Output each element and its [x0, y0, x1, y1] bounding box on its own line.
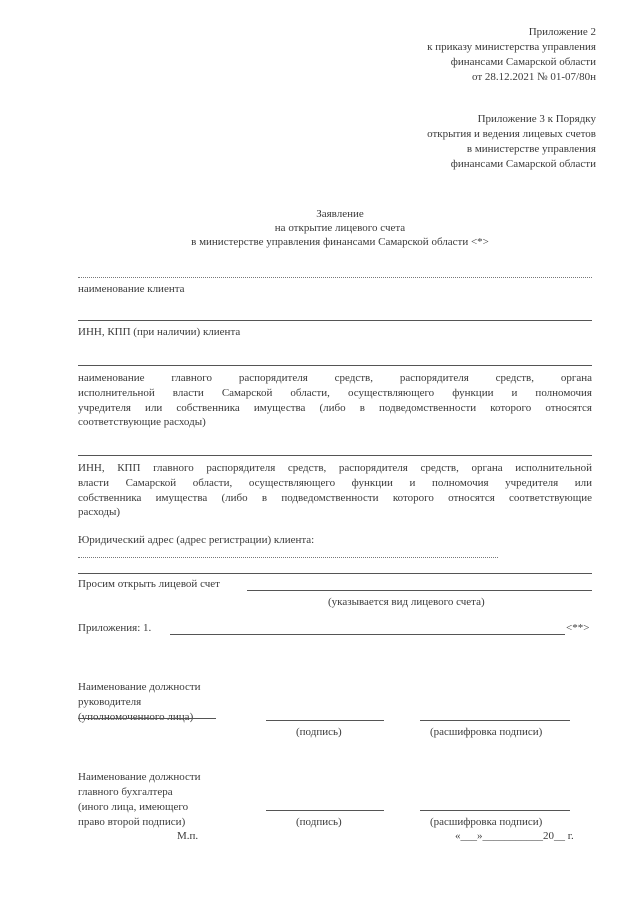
client-name-line: [78, 277, 592, 278]
acc-position-l3: (иного лица, имеющего: [78, 801, 189, 813]
legal-address-line: [78, 557, 498, 558]
head-position-l2: руководителя: [78, 696, 142, 708]
client-inn-line: [78, 320, 592, 321]
title-statement: Заявление: [316, 208, 364, 220]
header-order-line: к приказу министерства управления: [427, 41, 596, 53]
header-ministry-line-2: в министерстве управления: [466, 143, 596, 155]
head-position-line: [78, 718, 216, 719]
manager-inn-l4: расходы): [78, 506, 121, 518]
manager-inn-l2: власти Самарской области, осуществляющего функции и полномочия учредителя или: [78, 477, 592, 489]
acc-decoding-hint: (расшифровка подписи): [430, 816, 543, 828]
attachments-line: [170, 634, 565, 635]
header-finance-line: финансами Самарской области: [450, 158, 596, 170]
acc-position-l1: Наименование должности: [78, 771, 201, 783]
acc-decoding-line: [420, 810, 570, 811]
acc-signature-line: [266, 810, 384, 811]
head-signature-hint: (подпись): [296, 726, 342, 738]
header-ministry-line: финансами Самарской области: [450, 56, 596, 68]
header-date-line: от 28.12.2021 № 01-07/80н: [471, 71, 596, 83]
header-procedure-line: открытия и ведения лицевых счетов: [427, 128, 596, 140]
acc-signature-hint: (подпись): [296, 816, 342, 828]
legal-address-label: Юридический адрес (адрес регистрации) клиента:: [78, 534, 315, 546]
date-field: «___»___________20__ г.: [455, 830, 574, 842]
title-ministry: в министерстве управления финансами Самарской области <*>: [191, 236, 489, 248]
request-label: Просим открыть лицевой счет: [78, 578, 220, 590]
account-type-line: [247, 590, 592, 591]
manager-name-l1: наименование главного распорядителя средств, распорядителя средств, органа: [78, 372, 592, 384]
manager-name-line: [78, 365, 592, 366]
client-name-label: наименование клиента: [78, 283, 185, 295]
manager-inn-l1: ИНН, КПП главного распорядителя средств, распорядителя средств, органа исполнительной: [78, 462, 592, 474]
head-position-l1: Наименование должности: [78, 681, 201, 693]
manager-name-l2: исполнительной власти Самарской области, осуществляющего функции и полномочия: [78, 387, 592, 399]
manager-inn-l3: собственника имущества (либо в подведомственности которого относятся соответствующие: [78, 492, 592, 504]
acc-position-l4: право второй подписи): [78, 816, 186, 828]
manager-name-l3: учредителя или собственника имущества (либо в подведомственности которого относятся: [78, 402, 592, 414]
manager-name-l4: соответствующие расходы): [78, 416, 206, 428]
legal-address-line-2: [78, 573, 592, 574]
account-type-hint: (указывается вид лицевого счета): [328, 596, 485, 608]
attachments-label: Приложения: 1.: [78, 622, 152, 634]
head-decoding-hint: (расшифровка подписи): [430, 726, 543, 738]
head-decoding-line: [420, 720, 570, 721]
title-subject: на открытие лицевого счета: [274, 222, 406, 234]
stamp-place: М.п.: [177, 830, 199, 842]
attachments-note: <**>: [566, 622, 590, 634]
header-appendix-2: Приложение 2: [528, 26, 596, 38]
client-inn-label: ИНН, КПП (при наличии) клиента: [78, 326, 241, 338]
acc-position-l2: главного бухгалтера: [78, 786, 173, 798]
head-signature-line: [266, 720, 384, 721]
manager-inn-line: [78, 455, 592, 456]
header-appendix-3: Приложение 3 к Порядку: [477, 113, 596, 125]
head-position-l3: (уполномоченного лица): [78, 711, 194, 723]
